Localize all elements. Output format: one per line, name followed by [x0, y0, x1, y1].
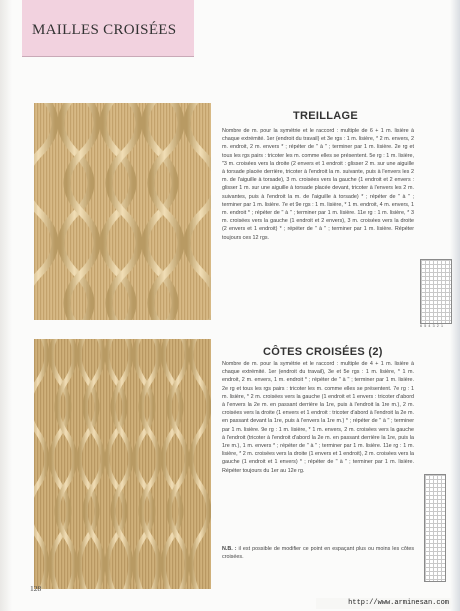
treillage-stitch-chart — [420, 259, 452, 324]
watermark-url: http://www.arminesan.com — [316, 598, 451, 609]
treillage-instructions: Nombre de m. pour la symétrie et le raccord : multiple de 6 + 1 m. lisière à chaque extrémité. 1er (endroit du travail) et 3e rgs : 1 m. lisière, * 2 m. envers, 2 m. endroit, 2 m. envers * ; répéter de " à " ; terminer par 1 m. lisière. 2e rg et tous les rgs pairs : tricoter les m. comme elles se présentent. 5e rg : 1 m. lisière, "3 m. croisées vers la droite (2 envers et 1 endroit : glisser 2 m. sur une aiguille à torsade placée derrière, tricoter à l'endroit la m. suivante, puis à l'envers les 2 m. de l'aiguille à torsade), 3 m. croisées vers la gauche (1 endroit et 2 envers : glisser 1 m. sur une aiguille à torsade placée devant, tricoter à l'envers les 2 m. suivantes, puis à l'endroit la m. de l'aiguille à torsade) * ; répéter de " à " ; terminer par 1 m. lisière. 7e et 9e rgs : 1 m. lisière, * 1 m. endroit, 4 m. envers, 1 m. endroit * ; répéter de " à " ; terminer par 1 m. lisière. 11e rg : 1 m. lisière, * 3 m. croisées vers la gauche (1 endroit et 2 envers), 3 m. croisées vers la droite (2 envers et 1 endroit) * ; répéter de " à " ; terminer par 1 m. lisière. Répéter toujours ces 12 rgs. — [222, 128, 414, 241]
cotes-croisees-note — [222, 545, 414, 561]
cotes-croisees-photo — [34, 339, 211, 589]
cotes-croisees-stitch-chart — [424, 474, 446, 582]
book-spine-shadow — [0, 0, 12, 611]
page-number: 128 — [30, 584, 42, 593]
chapter-header — [22, 0, 194, 56]
note-label: N.B. : — [222, 546, 237, 552]
chart-column-numbers: 6 5 4 3 2 1 — [420, 324, 444, 328]
cotes-croisees-instructions: Nombre de m. pour la symétrie et le raccord : multiple de 4 + 1 m. lisière à chaque extrémité. 1er (endroit du travail), 3e et 5e rgs : 1 m. lisière, * 1 m. endroit, 2 m. envers, 1 m. endroit * ; répéter de " à " ; terminer par 1 m. lisière. 2e rg et tous les rgs pairs : tricoter les m. comme elles se présentent. 7e rg : 1 m. lisière, * 2 m. croisées vers la gauche (1 endroit et 1 envers : tricoter d'abord à l'envers la 2e m. en passant derrière la 1re, puis à l'endroit la 1re m.), 2 m. croisées vers la droite (1 envers et 1 endroit : tricoter d'abord à l'endroit la 2e m. en passant devant la 1re, puis à l'envers la 1re m.) * ; répéter de " à " ; terminer par 1 m. lisière. 9e rg : 1 m. lisière, * 1 m. envers, 2 m. croisées vers la gauche à l'endroit (tricoter à l'endroit d'abord la 2e m. en passant derrière la 1re, puis la 1re m.), 1 m. envers * ; répéter de " à " ; terminer par 1 m. lisière. 11e rg : 1 m. lisière, * 2 m. croisées vers la droite (1 envers et 1 endroit), 2 m. croisées vers la gauche (1 endroit et 1 envers) * ; répéter de " à " ; terminer par 1 m. lisière. Répéter toujours du 1er au 12e rg. — [222, 361, 414, 474]
treillage-photo — [34, 103, 211, 320]
treillage-title: TREILLAGE — [293, 110, 359, 122]
note-text: il est possible de modifier ce point en espaçant plus ou moins les côtes croisées. — [222, 546, 415, 561]
header-rule — [22, 56, 194, 57]
chapter-title: MAILLES CROISÉES — [32, 22, 177, 38]
cotes-croisees-title: CÔTES CROISÉES (2) — [263, 346, 383, 358]
